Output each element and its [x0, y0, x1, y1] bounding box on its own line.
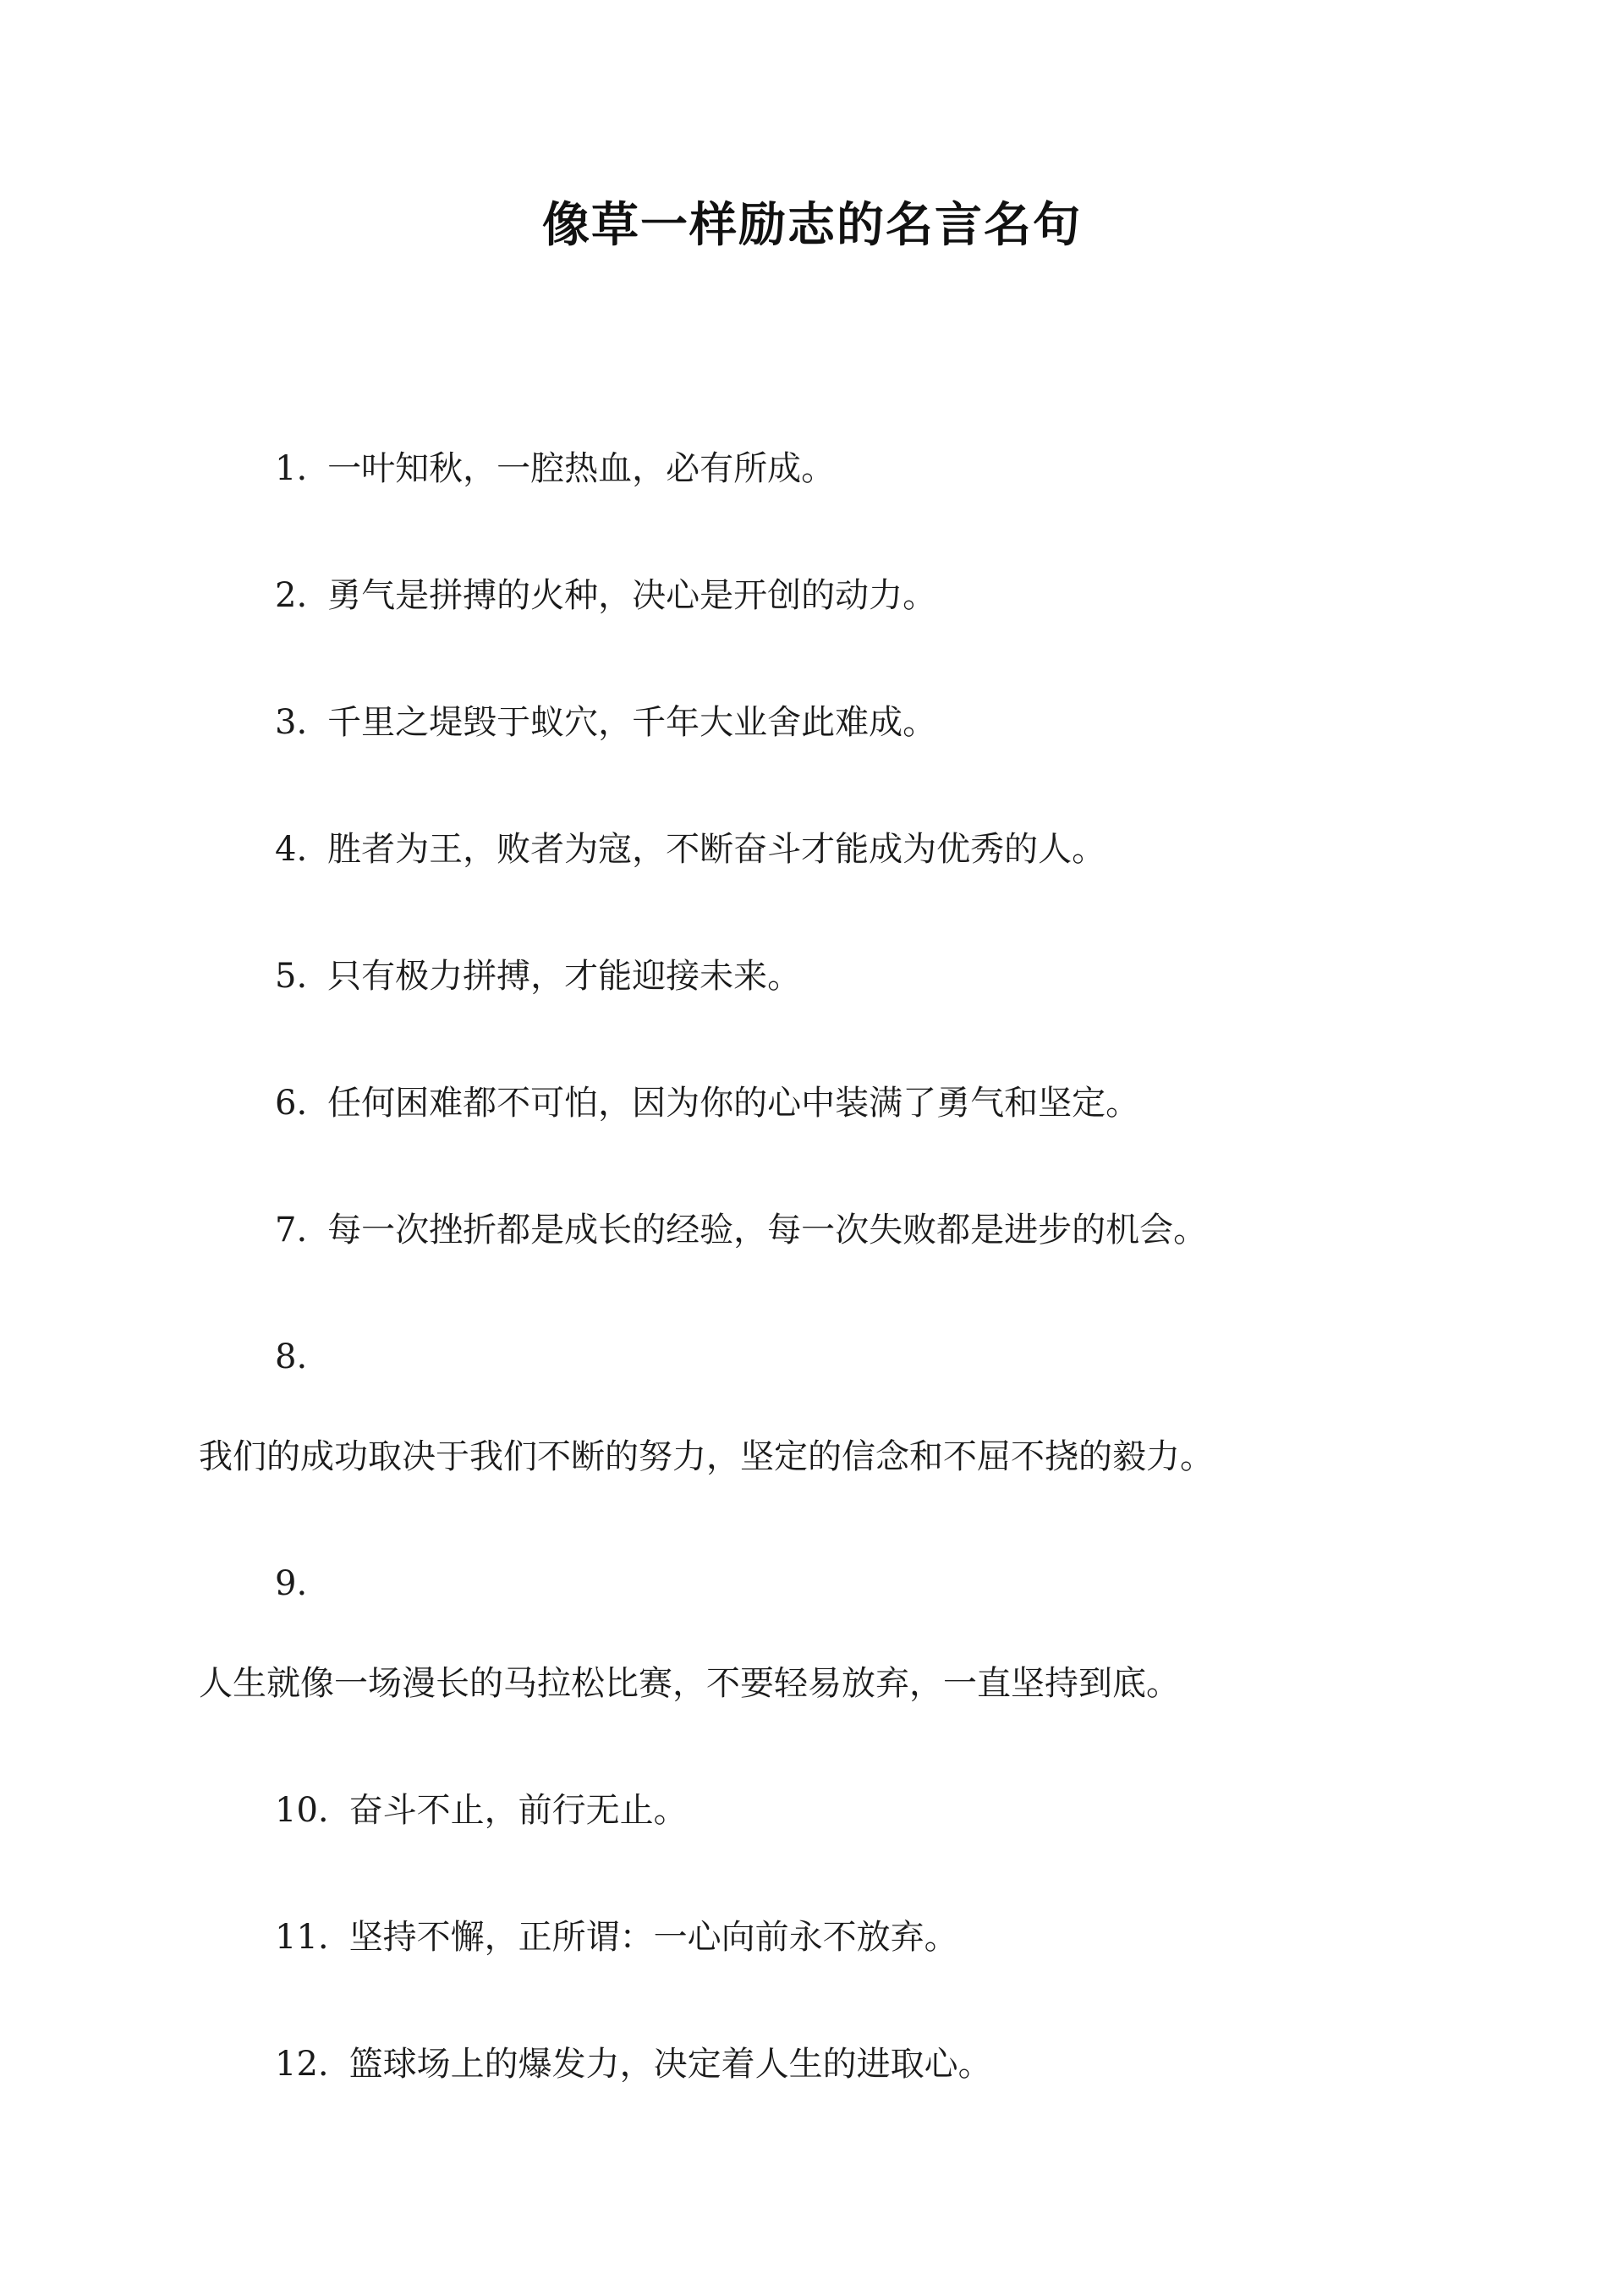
- list-item-number-only: [275, 1560, 327, 1607]
- item-number: 2.: [275, 576, 308, 615]
- item-number: 9.: [275, 1564, 308, 1603]
- item-number: 4.: [275, 830, 308, 869]
- item-number: 11.: [275, 1918, 329, 1957]
- item-text: 勇气是拼搏的火种，决心是开创的动力。: [327, 576, 937, 615]
- item-text: 任何困难都不可怕，因为你的心中装满了勇气和坚定。: [327, 1084, 1140, 1123]
- list-item: [275, 1914, 958, 1961]
- item-text: 篮球场上的爆发力，决定着人生的进取心。: [348, 2045, 992, 2084]
- item-text: 千里之堤毁于蚁穴，千年大业舍此难成。: [327, 703, 937, 742]
- item-number: 7.: [275, 1211, 308, 1250]
- item-text: 坚持不懈，正所谓：一心向前永不放弃。: [348, 1918, 958, 1957]
- item-text: 奋斗不止，前行无止。: [348, 1791, 688, 1830]
- list-item: [275, 699, 936, 746]
- item-number: 3.: [275, 703, 308, 742]
- item-number: 5.: [275, 957, 308, 996]
- item-text: 只有极力拼搏，才能迎接未来。: [327, 957, 802, 996]
- list-item: [275, 1787, 688, 1834]
- list-item: [275, 1206, 1207, 1254]
- list-item: [275, 572, 936, 619]
- item-number: 10.: [275, 1791, 329, 1830]
- item-text: 每一次挫折都是成长的经验，每一次失败都是进步的机会。: [327, 1211, 1208, 1250]
- list-item: [275, 445, 835, 492]
- item-text: 人生就像一场漫长的马拉松比赛，不要轻易放弃，一直坚持到底。: [199, 1664, 1180, 1703]
- list-item-number-only: [275, 1333, 327, 1381]
- item-text: 胜者为王，败者为寇，不断奋斗才能成为优秀的人。: [327, 830, 1106, 869]
- item-text: 一叶知秋，一腔热血，必有所成。: [327, 449, 836, 488]
- list-item-wrapped-text: [199, 1660, 1180, 1707]
- item-number: 8.: [275, 1338, 308, 1376]
- item-number: 1.: [275, 449, 308, 488]
- item-text: 我们的成功取决于我们不断的努力，坚定的信念和不屈不挠的毅力。: [199, 1437, 1214, 1476]
- item-number: 6.: [275, 1084, 308, 1123]
- document-title: 像草一样励志的名言名句: [542, 197, 1082, 253]
- list-item: [275, 1079, 1139, 1127]
- item-number: 12.: [275, 2045, 329, 2084]
- list-item-wrapped-text: [199, 1433, 1214, 1480]
- list-item: [275, 826, 1106, 873]
- list-item: [275, 953, 801, 1000]
- list-item: [275, 2041, 992, 2088]
